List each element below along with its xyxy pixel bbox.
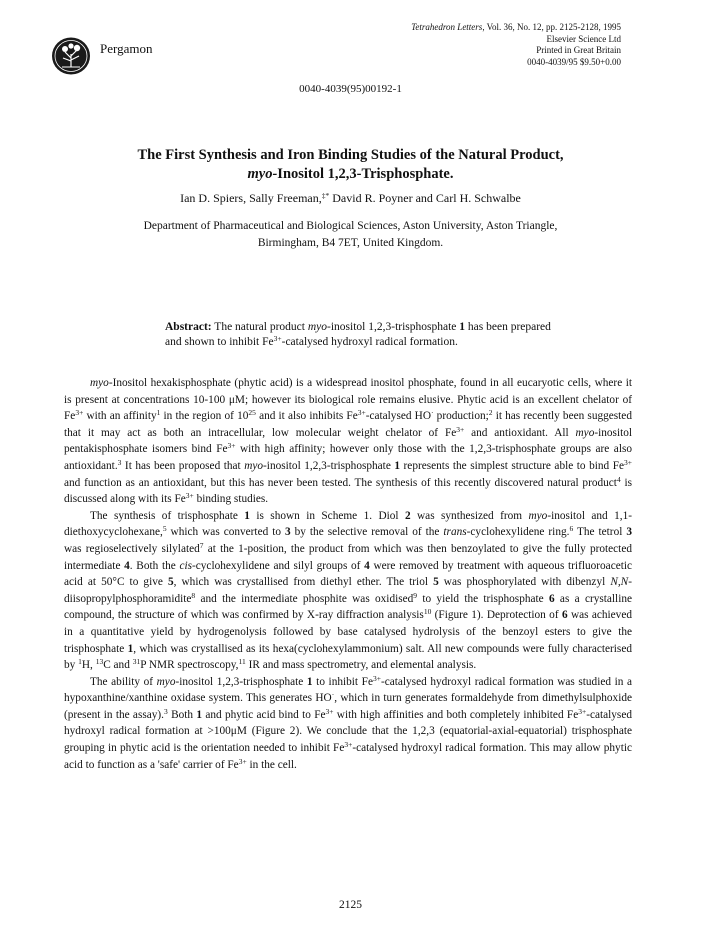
text-run: It has been proposed that [121,459,245,472]
text-run: is shown in Scheme 1. Diol [249,509,405,522]
text-run: in the cell. [246,758,297,771]
abstract-text: -catalysed hydroxyl radical formation. [281,336,458,348]
charge-superscript: 3+ [357,408,366,418]
text-run: was phosphorylated with dibenzyl [438,576,611,589]
charge-superscript: 3+ [624,457,632,467]
abstract-label: Abstract: [165,321,212,333]
charge-superscript: 3+ [238,756,247,766]
text-run: P NMR spectroscopy, [140,659,239,672]
text-run: -Inositol hexakisphosphate (phytic acid) is a widespread inositol phosphate, found in all eucaryotic cells, where it is present at concentrations 10-100 μM; however its biological role remains elusive. Phytic acid is an excellent chelator of Fe [64,377,632,423]
text-run: with high affinity; however only those with the 1,2,3-trisphosphate groups are also antioxidant. [64,443,633,472]
text-run: to yield the trisphosphate [417,592,549,605]
document-id: 0040-4039(95)00192-1 [299,83,402,95]
compound-number: 5 [167,576,174,589]
paragraph-3 [64,674,632,774]
radical-dot: · [331,690,335,700]
charge-superscript: 3+ [273,334,282,343]
publisher-name: Pergamon [100,41,153,56]
authors-part-1: Ian D. Spiers, Sally Freeman, [180,191,322,205]
reference-marker: 6 [569,524,574,534]
italic-term: cis [179,559,192,572]
text-run: -catalysed hydroxyl radical formation. This may allow phytic acid to function as a 'safe' carrier of Fe [64,742,633,771]
corresponding-author-mark: ‡* [321,191,330,200]
issn-price-line: 0040-4039/95 $9.50+0.00 [527,56,621,67]
journal-citation-block [411,22,621,68]
text-run: was achieved in a quantitative yield by hydrogenolysis followed by base catalysed hydrolysis of the benzoyl esters to give the trisphosphate [64,609,632,655]
text-run: The ability of [90,675,157,688]
title-line-2 [80,165,621,184]
reference-marker: 10 [423,607,432,617]
citation-details: , Vol. 36, No. 12, pp. 2125-2128, 1995 [482,22,621,32]
text-run: -catalysed hydroxyl radical formation at >100μM (Figure 2). We conclude that the 1,2,3 (equatorial-axial-equatorial) trisphosphate grouping in phytic acid is the orientation needed to inhibit Fe [64,708,632,755]
body-text [64,375,632,773]
text-run: -catalysed hydroxyl radical formation was studied in a hypoxanthine/xanthine oxidase system. This generates HO [64,675,633,705]
compound-number: 6 [561,609,568,622]
text-run: (Figure 1). Deprotection of [431,609,562,622]
reference-marker: 9 [413,590,418,600]
text-run: represents the simplest structure able to bind Fe [400,459,625,472]
charge-superscript: 3+ [578,706,587,716]
affiliation [80,218,621,252]
text-run: The synthesis of trisphosphate [90,509,245,522]
text-run: to inhibit Fe [312,675,373,688]
text-run: binding studies. [193,493,269,506]
publisher-logo-icon [50,36,92,76]
exponent: 25 [248,408,256,418]
text-run: , which in turn generates formaldehyde from dimethylsulphoxide (present in the assay). [64,692,632,721]
text-run: -diisopropylphosphoramidite [64,576,632,605]
italic-term: myo [528,509,548,522]
text-run: -inositol 1,2,3-trisphosphate [263,459,395,472]
title-italic-prefix: myo- [247,166,278,182]
reference-marker: 3 [117,457,122,467]
reference-marker: 7 [199,540,204,550]
compound-number: 6 [548,592,555,605]
italic-term: N,N [610,576,629,589]
compound-number: 2 [404,509,411,522]
compound-number: 1 [127,642,134,655]
publisher-line: Elsevier Science Ltd [546,33,621,44]
page-number: 2125 [339,899,362,911]
text-run: which was converted to [166,526,285,539]
text-run: is discussed along with its Fe [64,476,633,506]
charge-superscript: 3+ [344,740,353,750]
charge-superscript: 3+ [325,706,334,716]
charge-superscript: 3+ [372,673,381,683]
paragraph-2 [64,508,632,674]
reference-marker: 1 [156,408,161,418]
reference-marker: 2 [488,408,493,418]
text-run: . Both the [129,559,180,572]
radical-dot: · [431,408,434,418]
reference-marker: 11 [238,657,246,667]
abstract-text: The natural product [211,321,308,333]
journal-citation [411,22,621,34]
author-list [0,191,701,206]
charge-superscript: 3+ [185,491,194,501]
italic-term: trans [443,526,467,539]
title-line-2-text: Inositol 1,2,3-Trisphosphate. [277,166,454,182]
compound-number: 5 [433,576,439,589]
compound-number: 4 [124,559,130,572]
compound-number: 1 [306,675,313,688]
text-run: -inositol pentakisphosphate isomers bind Fe [64,426,633,456]
text-run: H, [81,659,96,672]
compound-number: 3 [626,526,632,539]
text-run: , which was crystallised from diethyl ether. The triol [173,576,434,589]
journal-name: Tetrahedron Letters [411,22,483,32]
affiliation-line-1: Department of Pharmaceutical and Biological Sciences, Aston University, Aston Triangle, [143,220,558,232]
italic-term: myo [156,675,176,688]
text-run: were removed by treatment with aqueous trifluoroacetic acid at 50°C to give [64,559,633,589]
italic-term: myo [90,377,109,389]
compound-number: 1 [459,321,466,333]
isotope-superscript: 1 [78,657,82,667]
paragraph-1 [64,375,632,508]
compound-number: 3 [285,526,291,539]
text-run: production; [433,410,489,423]
title-line-1: The First Synthesis and Iron Binding Studies of the Natural Product, [137,147,564,163]
isotope-superscript: 13 [95,657,104,667]
affiliation-line-2: Birmingham, B4 7ET, United Kingdom. [257,237,444,249]
abstract-text: has been prepared and shown to inhibit Fe [165,321,551,348]
text-run: with an affinity [83,410,157,423]
text-run: and it also inhibits Fe [255,410,358,423]
authors-part-2: David R. Poyner and Carl H. Schwalbe [329,191,521,205]
text-run: by the selective removal of the [290,526,444,539]
text-run: -inositol 1,2,3-trisphosphate [175,675,307,688]
text-run: and the intermediate phosphite was oxidised [195,592,414,605]
reference-marker: 8 [191,590,196,600]
reference-marker: 5 [162,524,167,534]
italic-term: myo [575,426,595,439]
text-run: , which was crystallised as its hexa(cyclohexylammonium) salt. All new compounds were fully characterised by [64,642,632,672]
printed-line: Printed in Great Britain [536,45,621,55]
text-run: as a crystalline compound, the structure of which was confirmed by X-ray diffraction analysis [64,592,632,622]
text-run: -inositol and 1,1-diethoxycyclohexane, [64,509,632,539]
italic-term: myo [244,459,264,472]
reference-marker: 3 [164,706,168,716]
text-run: in the region of 10 [160,410,249,423]
isotope-superscript: 31 [132,657,141,667]
text-run: and function as an antioxidant, but this has never been tested. The synthesis of this recently discovered natural product [64,476,617,489]
text-run: -cyclohexylidene and silyl groups of [192,559,365,572]
compound-number: 1 [196,708,203,721]
text-run: and antioxidant. All [464,426,576,439]
paper-title [80,146,621,184]
text-run: -catalysed HO [365,410,431,423]
charge-superscript: 3+ [75,408,84,418]
text-run: The tetrol [573,526,627,539]
reference-marker: 4 [616,474,621,484]
text-run: was synthesized from [410,509,529,522]
compound-number: 1 [244,509,250,522]
text-run: IR and mass spectrometry, and elemental analysis. [245,659,477,672]
abstract [165,320,565,350]
compound-number: 1 [394,459,401,472]
compound-number: 4 [364,559,370,572]
charge-superscript: 3+ [456,424,465,434]
text-run: with high affinities and both completely inhibited Fe [333,708,579,721]
charge-superscript: 3+ [227,441,236,451]
text-run: C and [103,659,133,672]
text-run: was regioselectively silylated [64,542,200,555]
abstract-italic: myo [307,321,328,333]
text-run: -cyclohexylidene ring. [466,526,570,539]
text-run: and phytic acid bind to Fe [202,708,326,721]
text-run: Both [167,708,197,721]
text-run: at the 1-position, the product from which was then benzoylated to give the fully protected intermediate [64,542,632,572]
abstract-text: -inositol 1,2,3-trisphosphate [327,321,460,333]
text-run: it has recently been suggested that it may act as both an intracellular, low molecular weight chelator of Fe [64,410,632,439]
